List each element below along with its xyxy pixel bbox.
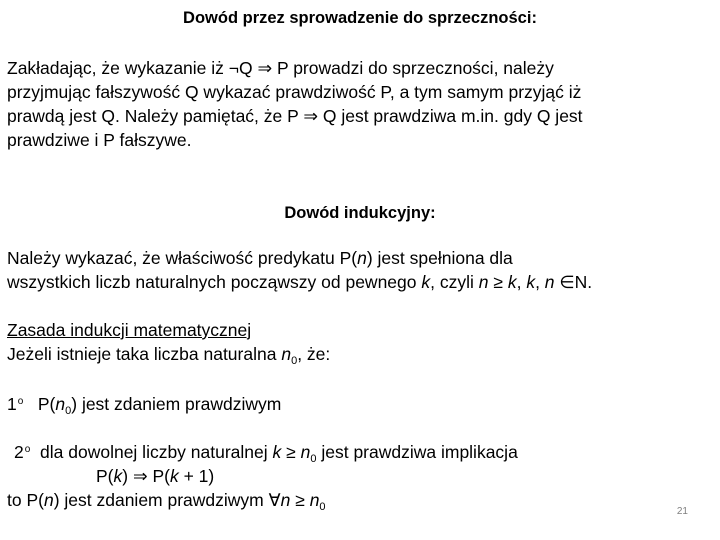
paragraph-line: Zakładając, że wykazanie iż ¬Q ⇒ P prowadzi do sprzeczności, należy bbox=[7, 58, 554, 78]
paragraph-line: Jeżeli istnieje taka liczba naturalna $n_0$, że: bbox=[7, 344, 331, 367]
conclusion-line: to P(n) jest zdaniem prawdziwym ∀n ≥ $n_0$ bbox=[7, 490, 326, 513]
principle-title: Zasada indukcji matematycznej bbox=[7, 320, 252, 340]
page-title: Dowód przez sprowadzenie do sprzeczności: bbox=[183, 9, 537, 27]
implication-line: P(k) ⇒ P(k + 1) bbox=[96, 466, 215, 486]
page-number: 21 bbox=[676, 506, 688, 517]
paragraph-line: przyjmując fałszywość Q wykazać prawdziwość P, a tym samym przyjąć iż bbox=[7, 82, 582, 102]
paragraph-line: wszystkich liczb naturalnych począwszy od pewnego k, czyli n ≥ k, k, n ∈N. bbox=[7, 272, 593, 292]
condition-2: 2$^o$ dla dowolnej liczby naturalnej $k \ge n_0$ jest prawdziwa implikacja bbox=[14, 442, 518, 465]
paragraph-line: Należy wykazać, że właściwość predykatu P(n) jest spełniona dla bbox=[7, 248, 513, 268]
paragraph-line: prawdziwe i P fałszywe. bbox=[7, 130, 192, 150]
condition-1: 1$^o$ $P(n_0)$ jest zdaniem prawdziwym bbox=[7, 394, 282, 417]
section-heading: Dowód indukcyjny: bbox=[284, 204, 436, 222]
paragraph-line: prawdą jest Q. Należy pamiętać, że P ⇒ Q jest prawdziwa m.in. gdy Q jest bbox=[7, 106, 583, 126]
